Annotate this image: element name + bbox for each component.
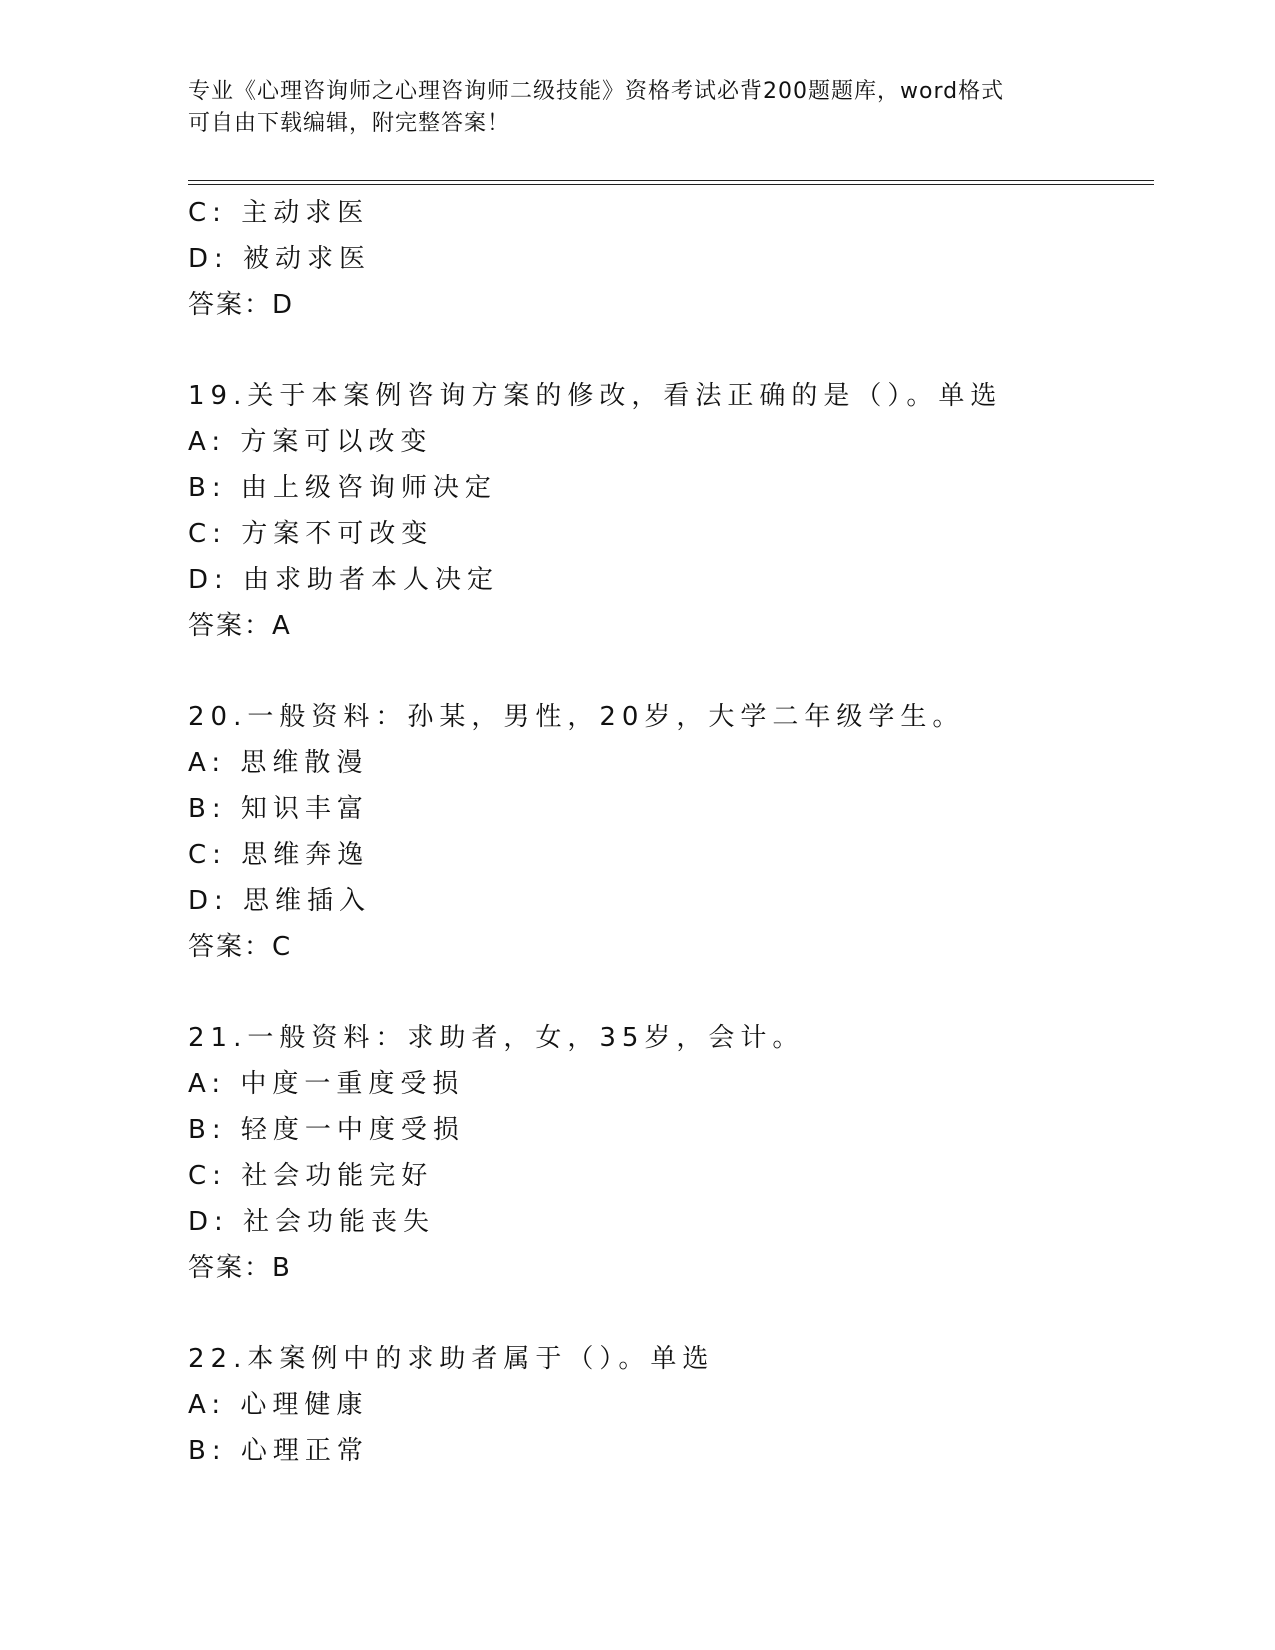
option-b: B: 知识丰富 (188, 794, 369, 824)
option-d: D: 社会功能丧失 (188, 1207, 436, 1237)
option-a: A: 方案可以改变 (188, 427, 433, 457)
question-21 (188, 1015, 1168, 1291)
option-b: B: 轻度一中度受损 (188, 1115, 465, 1145)
option-a: A: 中度一重度受损 (188, 1069, 465, 1099)
question-text: 21.一般资料：求助者，女，35岁，会计。 (188, 1023, 805, 1053)
option-c: C: 社会功能完好 (188, 1161, 434, 1191)
question-text: 22.本案例中的求助者属于（）。单选 (188, 1344, 715, 1374)
question-20 (188, 694, 1168, 970)
option-b: B: 由上级咨询师决定 (188, 473, 497, 503)
answer-line: 答案：B (188, 1253, 292, 1283)
option-c: C: 方案不可改变 (188, 519, 434, 549)
header-rule-top (188, 180, 1154, 181)
option-d: D: 思维插入 (188, 886, 372, 916)
option-d: D: 被动求医 (188, 244, 372, 274)
document-header (188, 76, 1088, 140)
document-body (188, 190, 1168, 1474)
question-continued (188, 190, 1168, 328)
option-d: D: 由求助者本人决定 (188, 565, 500, 595)
header-line-2: 可自由下载编辑，附完整答案！ (188, 111, 511, 136)
question-22 (188, 1336, 1168, 1474)
option-a: A: 思维散漫 (188, 748, 369, 778)
answer-line: 答案：A (188, 611, 292, 641)
header-rule-bottom (188, 184, 1154, 185)
question-19 (188, 373, 1168, 649)
header-line-1: 专业《心理咨询师之心理咨询师二级技能》资格考试必背200题题库，word格式 (188, 79, 1005, 104)
option-a: A: 心理健康 (188, 1390, 369, 1420)
answer-line: 答案：C (188, 932, 293, 962)
option-c: C: 思维奔逸 (188, 840, 370, 870)
option-c: C: 主动求医 (188, 198, 370, 228)
question-text: 19.关于本案例咨询方案的修改，看法正确的是（）。单选 (188, 381, 1003, 411)
answer-line: 答案：D (188, 290, 295, 320)
option-b: B: 心理正常 (188, 1436, 369, 1466)
question-text: 20.一般资料：孙某，男性，20岁，大学二年级学生。 (188, 702, 965, 732)
